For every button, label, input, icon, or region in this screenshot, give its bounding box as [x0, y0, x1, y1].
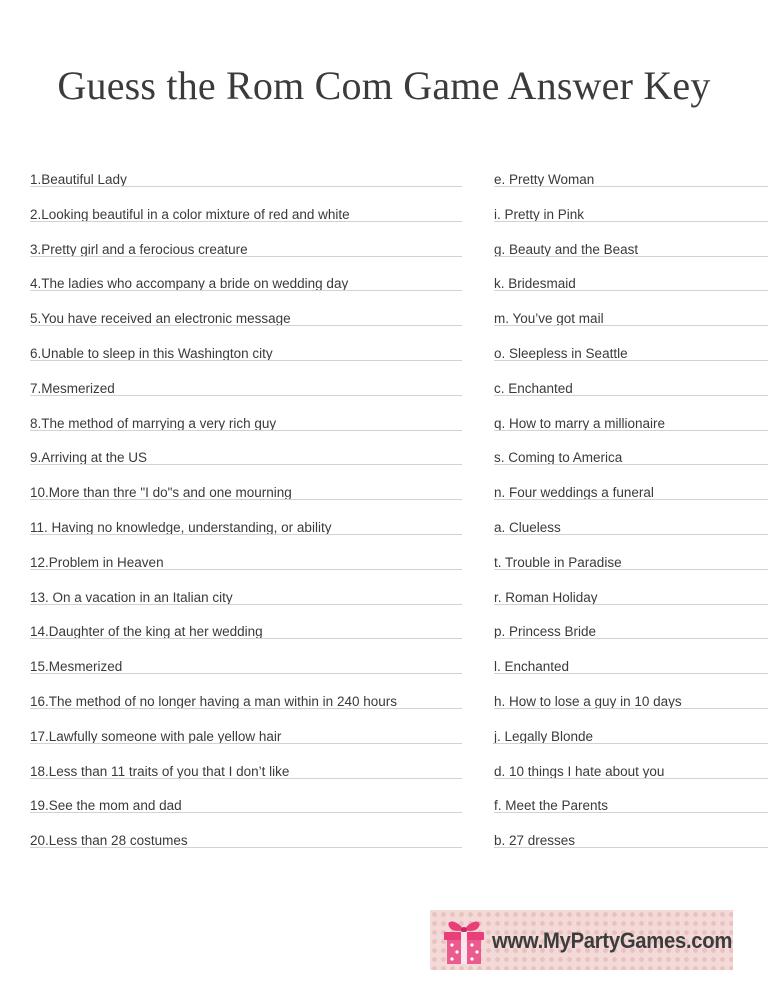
question-text: 19.See the mom and dad: [30, 798, 182, 814]
answer-row: [0, 620, 768, 655]
answer-row: [0, 203, 768, 238]
answer-text: t. Trouble in Paradise: [494, 554, 622, 570]
question-underline: [30, 534, 462, 535]
question-underline: [30, 604, 462, 605]
answer-row: [0, 829, 768, 864]
answer-row: [0, 586, 768, 621]
answer-underline: [494, 534, 768, 535]
question-underline: [30, 464, 462, 465]
question-text: 9.Arriving at the US: [30, 450, 148, 466]
gift-box-icon: [438, 914, 490, 968]
answer-row: [0, 446, 768, 481]
answer-text: h. How to lose a guy in 10 days: [494, 693, 682, 709]
answer-row: [0, 307, 768, 342]
question-text: 8.The method of marrying a very rich guy: [30, 415, 277, 431]
question-text: 15.Mesmerized: [30, 659, 123, 675]
answer-text: f. Meet the Parents: [494, 798, 609, 814]
answer-row: [0, 655, 768, 690]
question-underline: [30, 325, 462, 326]
answer-underline: [494, 778, 768, 779]
answer-underline: [494, 360, 768, 361]
answer-row: [0, 516, 768, 551]
answer-text: e. Pretty Woman: [494, 172, 595, 187]
answer-row: [0, 481, 768, 516]
answer-row: [0, 725, 768, 760]
question-text: 20.Less than 28 costumes: [30, 833, 188, 849]
question-text: 14.Daughter of the king at her wedding: [30, 624, 263, 640]
answer-text: j. Legally Blonde: [494, 728, 594, 744]
question-underline: [30, 778, 462, 779]
answer-key-list: [0, 168, 768, 864]
question-underline: [30, 221, 462, 222]
question-underline: [30, 499, 462, 500]
answer-text: c. Enchanted: [494, 380, 573, 396]
question-underline: [30, 673, 462, 674]
question-text: 2.Looking beautiful in a color mixture of red and white: [30, 206, 350, 222]
answer-text: p. Princess Bride: [494, 624, 597, 640]
answer-text: q. How to marry a millionaire: [494, 415, 666, 431]
answer-text: d. 10 things I hate about you: [494, 763, 665, 779]
question-underline: [30, 395, 462, 396]
answer-row: [0, 238, 768, 273]
question-text: 3.Pretty girl and a ferocious creature: [30, 241, 248, 257]
answer-row: [0, 168, 768, 203]
question-text: 1.Beautiful Lady: [30, 172, 127, 187]
question-text: 5.You have received an electronic message: [30, 311, 291, 327]
question-text: 12.Problem in Heaven: [30, 554, 164, 570]
answer-text: r. Roman Holiday: [494, 589, 598, 605]
answer-underline: [494, 499, 768, 500]
page-title: Guess the Rom Com Game Answer Key: [57, 63, 711, 108]
question-text: 18.Less than 11 traits of you that I don’t like: [30, 763, 290, 779]
answer-underline: [494, 290, 768, 291]
answer-underline: [494, 464, 768, 465]
answer-text: i. Pretty in Pink: [494, 206, 585, 222]
answer-row: [0, 412, 768, 447]
answer-underline: [494, 638, 768, 639]
answer-underline: [494, 812, 768, 813]
answer-underline: [494, 569, 768, 570]
answer-row: [0, 794, 768, 829]
answer-row: [0, 272, 768, 307]
answer-row: [0, 342, 768, 377]
answer-text: o. Sleepless in Seattle: [494, 345, 628, 361]
question-text: 17.Lawfully someone with pale yellow hair: [30, 728, 282, 744]
answer-text: s. Coming to America: [494, 450, 623, 466]
question-underline: [30, 256, 462, 257]
question-text: 10.More than thre "I do"s and one mourning: [30, 485, 292, 501]
question-text: 13. On a vacation in an Italian city: [30, 589, 233, 605]
answer-underline: [494, 847, 768, 848]
answer-underline: [494, 221, 768, 222]
question-underline: [30, 743, 462, 744]
answer-underline: [494, 673, 768, 674]
answer-text: b. 27 dresses: [494, 833, 576, 849]
answer-underline: [494, 186, 768, 187]
answer-underline: [494, 430, 768, 431]
answer-text: m. You’ve got mail: [494, 311, 604, 327]
answer-text: a. Clueless: [494, 519, 561, 535]
answer-row: [0, 377, 768, 412]
answer-row: [0, 760, 768, 795]
answer-underline: [494, 708, 768, 709]
question-underline: [30, 186, 462, 187]
answer-row: [0, 551, 768, 586]
website-banner: [430, 910, 733, 970]
answer-text: l. Enchanted: [494, 659, 570, 675]
question-text: 6.Unable to sleep in this Washington city: [30, 345, 273, 361]
answer-underline: [494, 604, 768, 605]
website-url: www.MyPartyGames.com: [492, 928, 733, 953]
answer-text: g. Beauty and the Beast: [494, 241, 639, 257]
question-underline: [30, 430, 462, 431]
answer-underline: [494, 256, 768, 257]
question-underline: [30, 360, 462, 361]
question-text: 11. Having no knowledge, understanding, or ability: [30, 519, 332, 535]
question-underline: [30, 708, 462, 709]
question-text: 16.The method of no longer having a man within in 240 hours: [30, 693, 397, 709]
question-text: 7.Mesmerized: [30, 380, 115, 396]
question-underline: [30, 812, 462, 813]
answer-underline: [494, 743, 768, 744]
answer-row: [0, 690, 768, 725]
question-underline: [30, 847, 462, 848]
question-underline: [30, 638, 462, 639]
question-underline: [30, 569, 462, 570]
answer-text: k. Bridesmaid: [494, 276, 576, 292]
question-text: 4.The ladies who accompany a bride on wedding day: [30, 276, 349, 292]
answer-text: n. Four weddings a funeral: [494, 485, 654, 501]
question-underline: [30, 290, 462, 291]
answer-underline: [494, 325, 768, 326]
answer-underline: [494, 395, 768, 396]
